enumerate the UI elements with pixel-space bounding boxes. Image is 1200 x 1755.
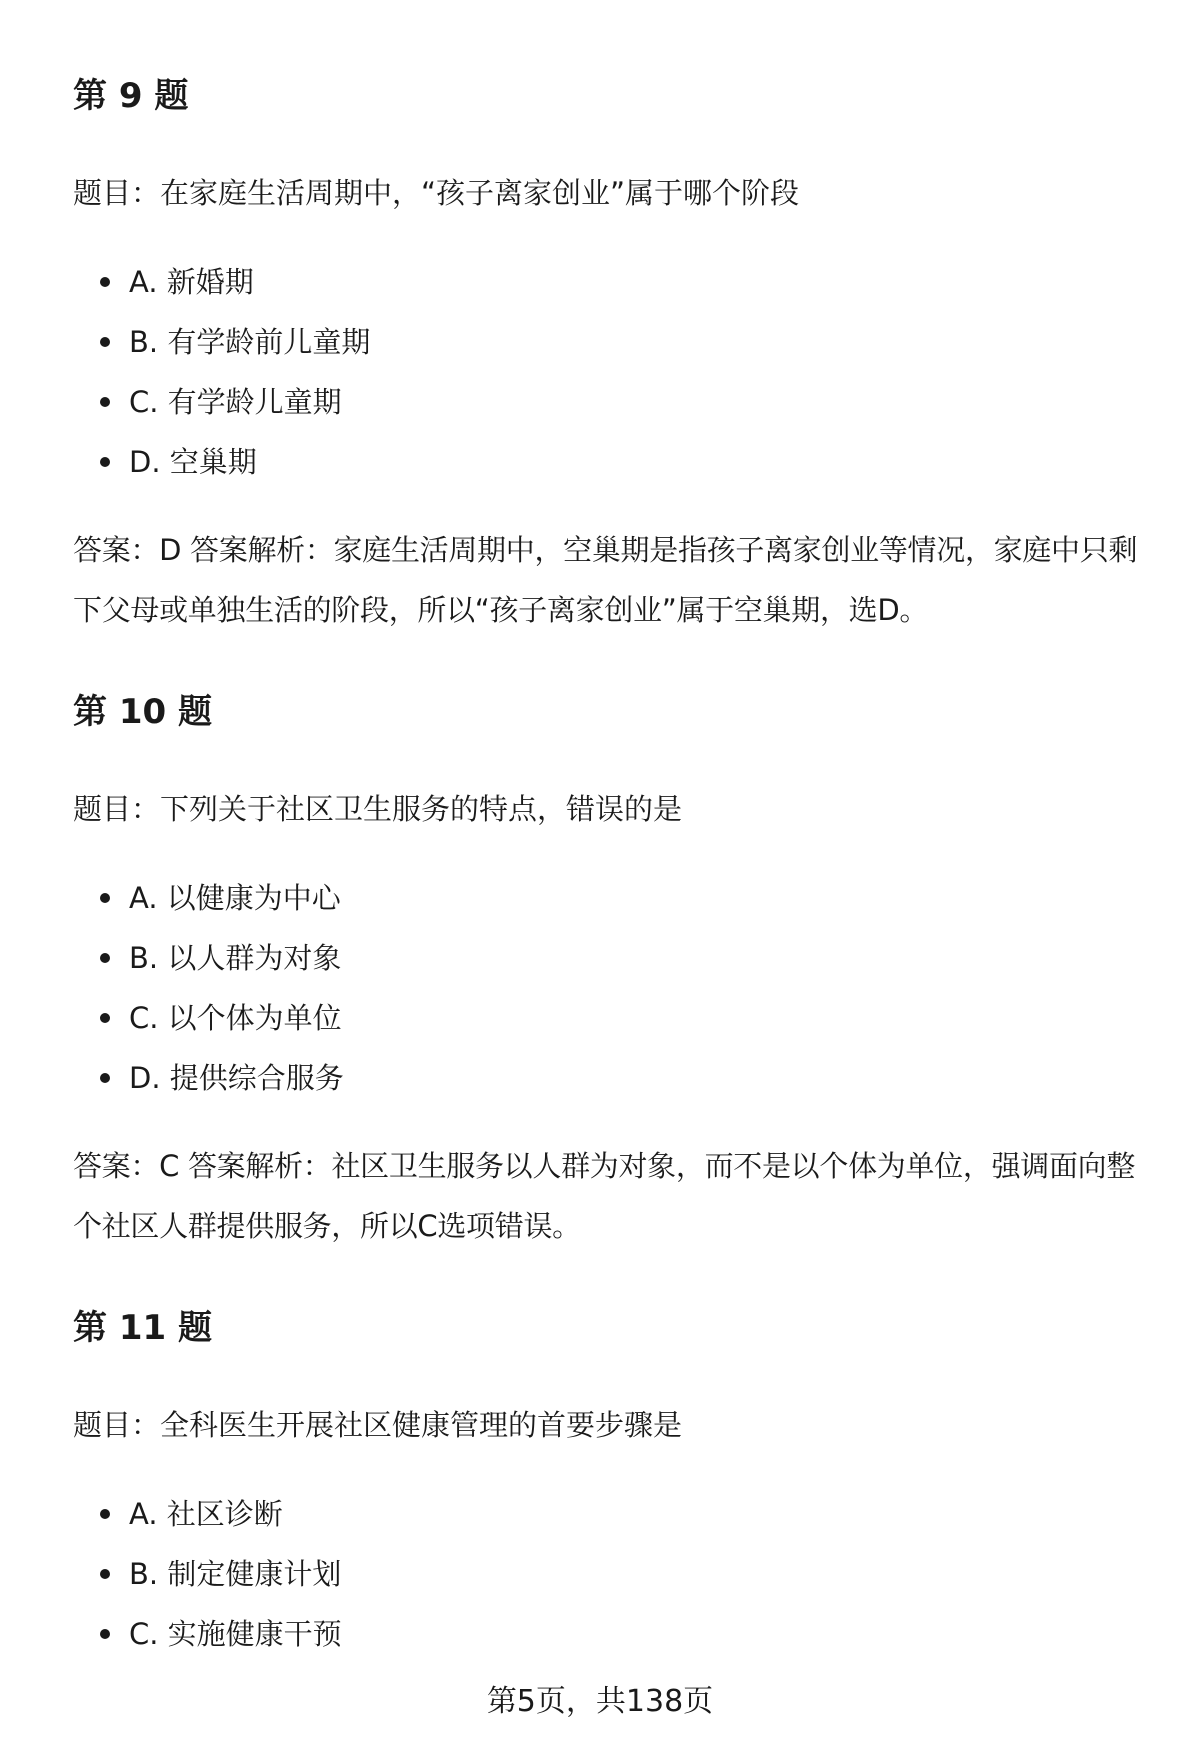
option-list — [73, 878, 344, 1118]
option-a: A. 新婚期 — [73, 262, 370, 322]
question-heading: 第 10 题 — [73, 692, 212, 732]
question-heading: 第 11 题 — [73, 1308, 212, 1348]
option-a: A. 以健康为中心 — [73, 878, 344, 938]
option-list — [73, 262, 370, 502]
page-number: 第5页，共138页 — [486, 1684, 714, 1719]
option-list — [73, 1494, 342, 1674]
option-b: B. 有学龄前儿童期 — [73, 322, 370, 382]
answer-explanation: 答案：C 答案解析：社区卫生服务以人群为对象，而不是以个体为单位，强调面向整个社区人群提供服务，所以C选项错误。 — [73, 1149, 1136, 1243]
question-stem: 题目：在家庭生活周期中，“孩子离家创业”属于哪个阶段 — [73, 176, 800, 210]
option-d: D. 空巢期 — [73, 442, 370, 502]
option-d: D. 提供综合服务 — [73, 1058, 344, 1118]
question-stem: 题目：全科医生开展社区健康管理的首要步骤是 — [73, 1408, 683, 1442]
option-c: C. 有学龄儿童期 — [73, 382, 370, 442]
option-c: C. 以个体为单位 — [73, 998, 344, 1058]
question-stem: 题目：下列关于社区卫生服务的特点，错误的是 — [73, 792, 683, 826]
answer-explanation: 答案：D 答案解析：家庭生活周期中，空巢期是指孩子离家创业等情况，家庭中只剩下父母或单独生活的阶段，所以“孩子离家创业”属于空巢期，选D。 — [73, 533, 1138, 627]
option-c: C. 实施健康干预 — [73, 1614, 342, 1674]
option-a: A. 社区诊断 — [73, 1494, 342, 1554]
option-b: B. 制定健康计划 — [73, 1554, 342, 1614]
option-b: B. 以人群为对象 — [73, 938, 344, 998]
question-heading: 第 9 题 — [73, 76, 189, 116]
